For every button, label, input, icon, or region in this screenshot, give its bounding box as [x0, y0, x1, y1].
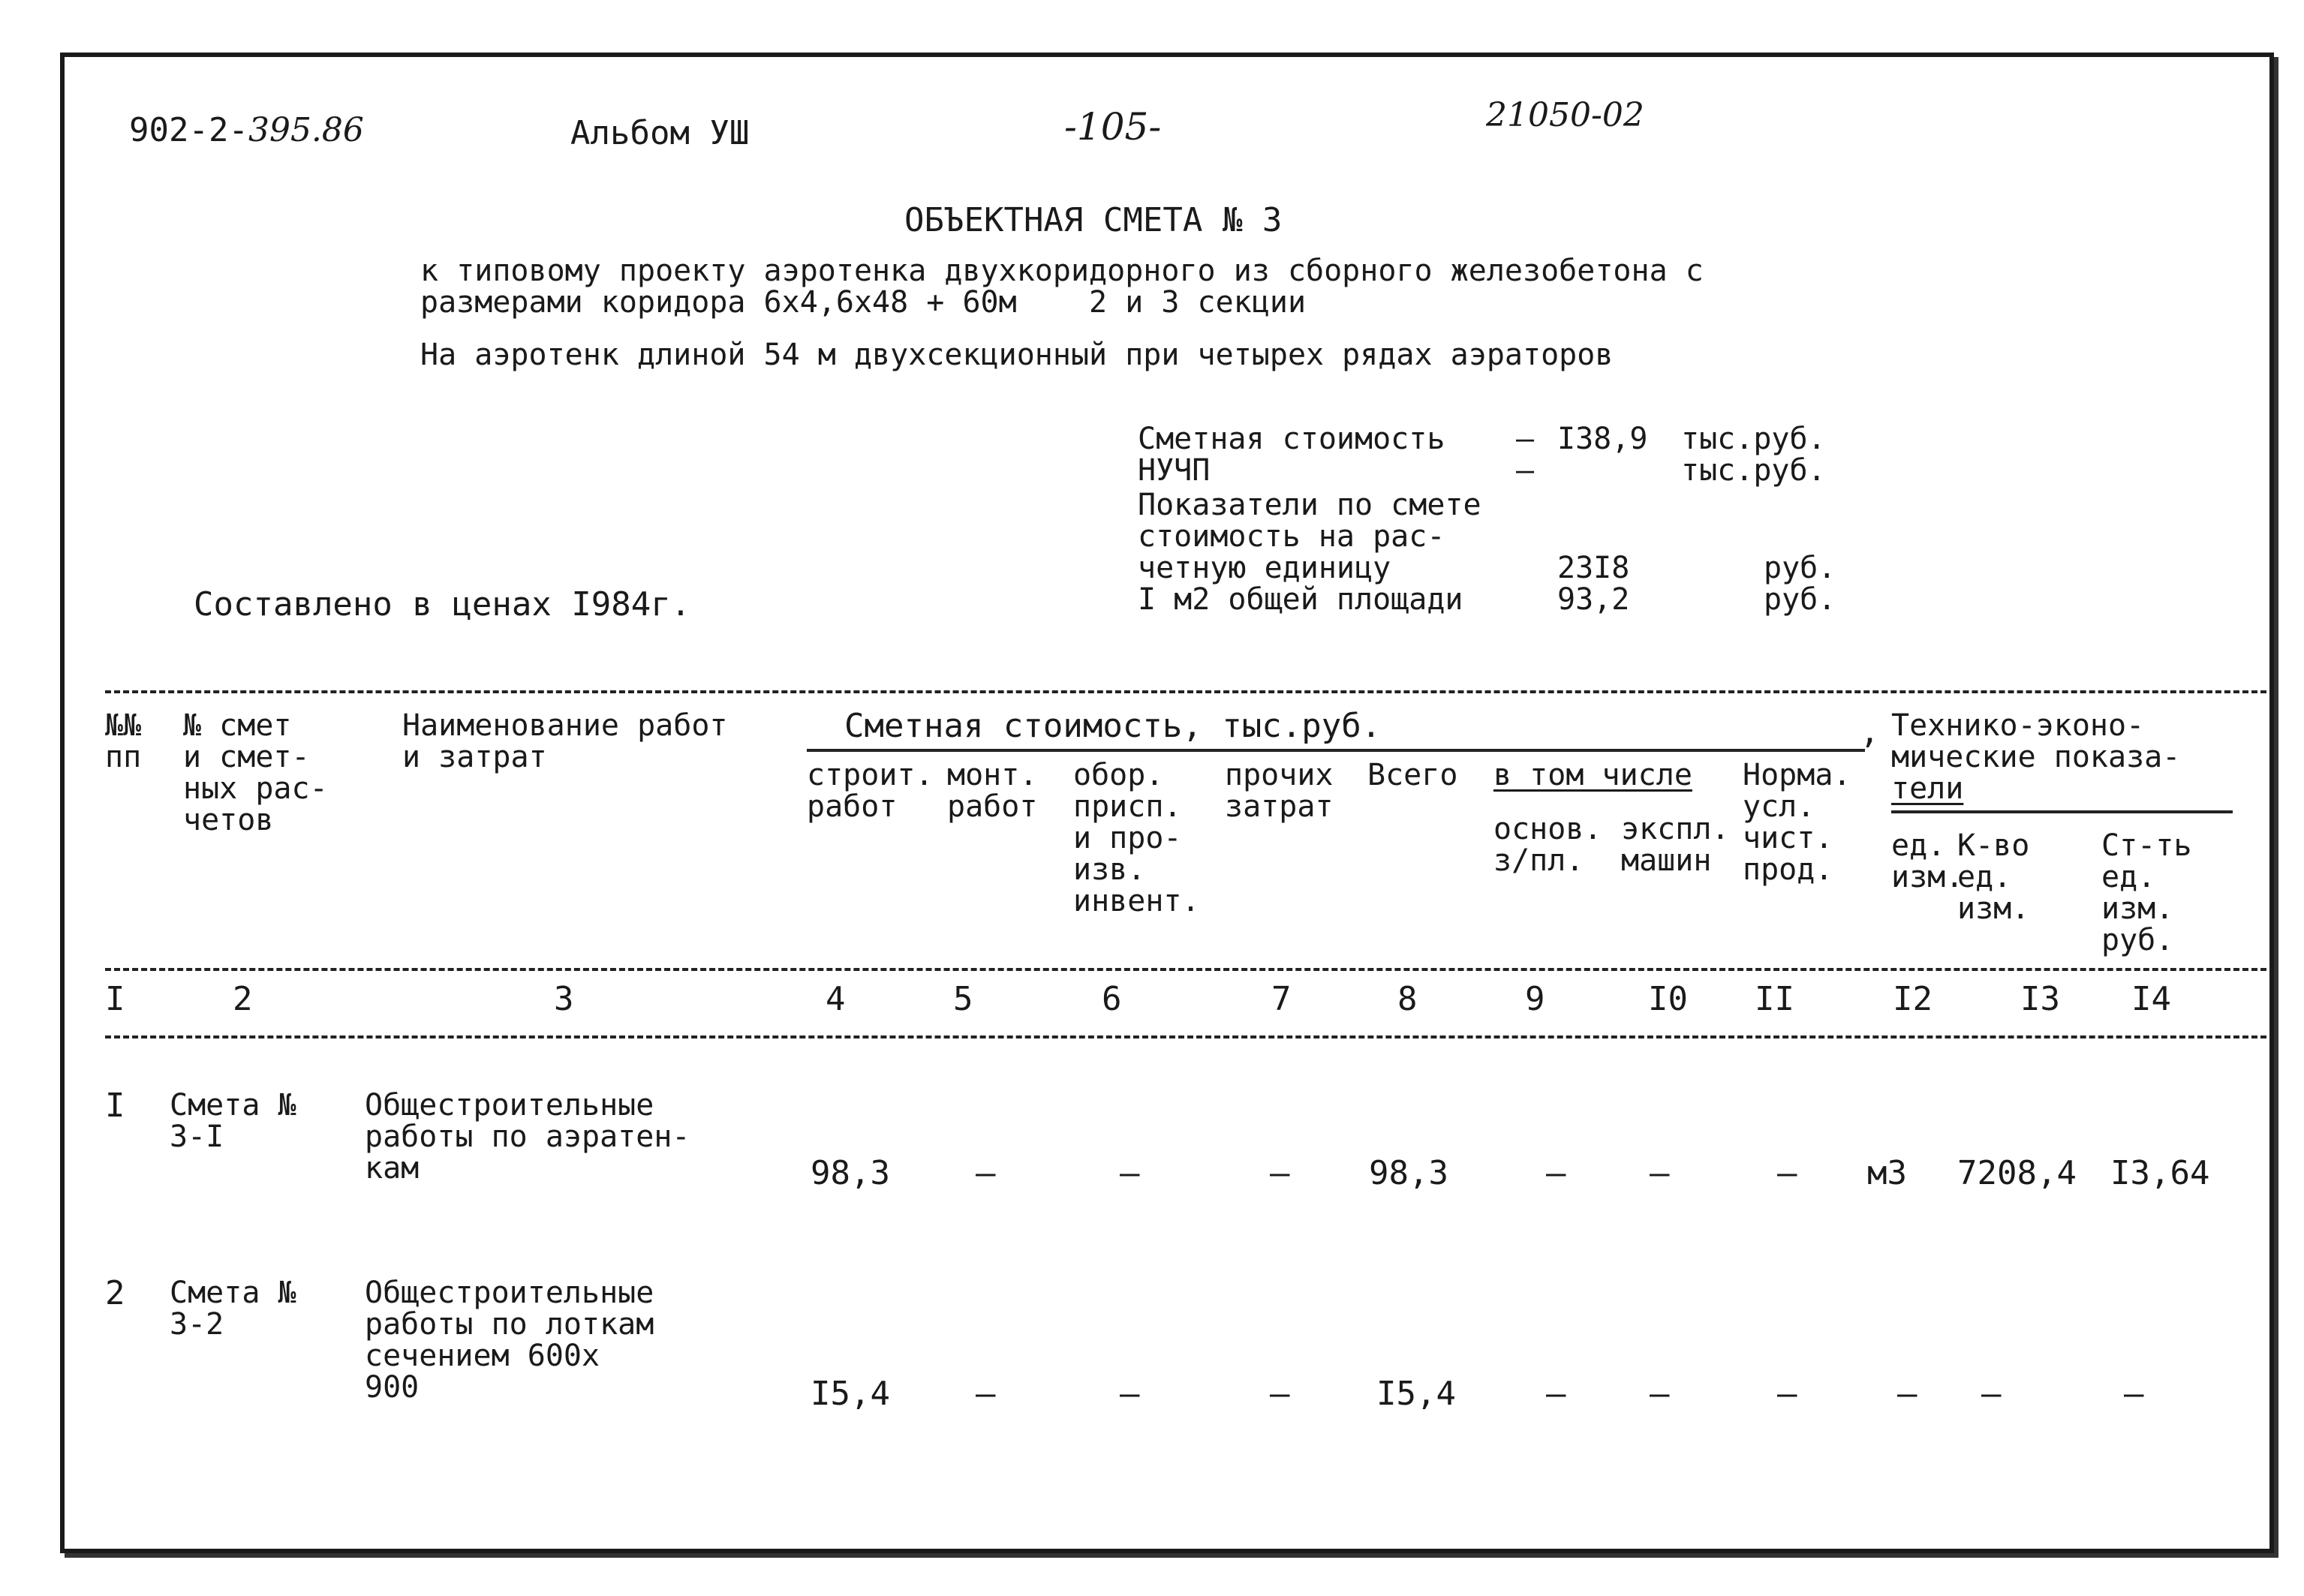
nuchp-label: НУЧП	[1138, 453, 1211, 488]
column-number: I0	[1648, 980, 1688, 1018]
cost-label: Сметная стоимость	[1138, 422, 1445, 456]
row-1-quantity: 7208,4	[1957, 1154, 2077, 1192]
row-1-unit: м3	[1867, 1154, 1907, 1192]
column-number: 8	[1397, 980, 1418, 1018]
row-1-other: –	[1270, 1154, 1290, 1192]
header-assembly-works: монт. работ	[947, 758, 1038, 824]
indicators-line-4: I м2 общей площади	[1138, 582, 1463, 617]
column-number: 3	[554, 980, 574, 1018]
row-1-name: Общестроительные работы по аэратен- кам	[365, 1088, 690, 1186]
header-total: Всего	[1367, 758, 1458, 792]
row-1-construction: 98,3	[811, 1154, 890, 1192]
row-1-total: 98,3	[1369, 1154, 1448, 1192]
row-2-name: Общестроительные работы по лоткам сечением 600х 900	[365, 1276, 654, 1405]
indicator-unit-2: руб.	[1764, 582, 1836, 617]
row-2-quantity: –	[1981, 1375, 2002, 1413]
indicator-value-2: 93,2	[1557, 582, 1630, 617]
table-top-rule	[105, 690, 2266, 693]
cost-value: I38,9	[1557, 422, 1648, 456]
header-norm-net-product: Норма. усл. чист. прод.	[1743, 758, 1851, 887]
indicator-value-1: 23I8	[1557, 551, 1630, 585]
document-number: 21050-02	[1486, 96, 1644, 134]
document-title: ОБЪЕКТНАЯ СМЕТА № 3	[904, 201, 1283, 239]
column-number: I2	[1893, 980, 1933, 1018]
indicators-label: Показатели по смете	[1138, 488, 1481, 522]
column-number: I4	[2131, 980, 2171, 1018]
header-unit-quantity: К-во ед. изм.	[1957, 828, 2030, 926]
indicator-unit-1: руб.	[1764, 551, 1836, 585]
row-1-norm: –	[1777, 1154, 1797, 1192]
header-work-name: Наименование работ и затрат	[402, 708, 728, 774]
header-estimate-number: № смет и смет- ных рас- четов	[183, 708, 328, 837]
header-equipment: обор. присп. и про- изв. инвент.	[1073, 758, 1200, 918]
header-unit-cost: Ст-ть ед. изм. руб.	[2101, 828, 2192, 957]
title-line-2: размерами коридора 6х4,6х48 + 60м 2 и 3 секции	[420, 285, 1307, 320]
row-1-number: I	[105, 1087, 125, 1125]
column-number: I3	[2020, 980, 2060, 1018]
nuchp-unit: тыс.руб.	[1681, 453, 1826, 488]
header-other-costs: прочих затрат	[1225, 758, 1334, 824]
row-2-unit: –	[1897, 1375, 1917, 1413]
indicators-line-2: стоимость на рас-	[1138, 519, 1445, 554]
row-1-assembly: –	[976, 1154, 996, 1192]
header-row-number: №№ пп	[105, 708, 142, 774]
document-code-handwritten: 395.86	[248, 111, 364, 149]
header-base-salary: основ. з/пл.	[1493, 812, 1602, 878]
row-1-base-salary: –	[1546, 1154, 1566, 1192]
header-tech-group-end: тели	[1891, 771, 1964, 806]
column-number: 9	[1525, 980, 1545, 1018]
column-number: I	[105, 980, 125, 1018]
header-tech-group: Технико-эконо- мические показа-	[1891, 708, 2181, 774]
row-1-equipment: –	[1120, 1154, 1140, 1192]
album-label: Альбом УШ	[570, 114, 750, 152]
header-construction-works: строит. работ	[807, 758, 934, 824]
row-2-assembly: –	[976, 1375, 996, 1413]
header-numbers-top-rule	[105, 968, 2266, 971]
indicators-line-3: четную единицу	[1138, 551, 1391, 585]
column-number: 6	[1102, 980, 1122, 1018]
row-2-number: 2	[105, 1274, 125, 1312]
row-2-estimate: Смета № 3-2	[170, 1276, 296, 1342]
page-number: -105-	[1064, 105, 1162, 149]
header-bottom-rule	[105, 1035, 2266, 1038]
cost-group-underline	[807, 749, 1865, 752]
prices-note: Составлено в ценах I984г.	[194, 585, 691, 624]
row-2-unit-cost: –	[2124, 1375, 2144, 1413]
column-number: 2	[233, 980, 253, 1018]
row-2-base-salary: –	[1546, 1375, 1566, 1413]
column-number: II	[1755, 980, 1794, 1018]
row-2-equipment: –	[1120, 1375, 1140, 1413]
column-number: 4	[826, 980, 846, 1018]
row-1-machines: –	[1650, 1154, 1670, 1192]
header-cost-group: Сметная стоимость, тыс.руб.	[844, 707, 1382, 745]
title-line-3: На аэротенк длиной 54 м двухсекционный при четырех рядах аэраторов	[420, 338, 1614, 372]
title-line-1: к типовому проекту аэротенка двухкоридорного из сборного железобетона с	[420, 254, 1704, 288]
row-2-other: –	[1270, 1375, 1290, 1413]
row-1-unit-cost: I3,64	[2110, 1154, 2210, 1192]
document-code-prefix: 902-2-	[129, 111, 248, 149]
column-number: 5	[953, 980, 973, 1018]
document-code	[129, 111, 364, 149]
tech-group-underline	[1891, 810, 2233, 813]
row-2-machines: –	[1650, 1375, 1670, 1413]
row-1-estimate: Смета № 3-I	[170, 1088, 296, 1154]
row-2-total: I5,4	[1376, 1375, 1456, 1413]
column-number: 7	[1271, 980, 1292, 1018]
row-2-norm: –	[1777, 1375, 1797, 1413]
cost-unit: тыс.руб.	[1681, 422, 1826, 456]
header-unit: ед. изм.	[1891, 828, 1964, 894]
cost-group-comma: ,	[1860, 713, 1880, 751]
header-including-group: в том числе	[1493, 758, 1692, 792]
header-machine-operation: экспл. машин	[1621, 812, 1730, 878]
row-2-construction: I5,4	[811, 1375, 890, 1413]
cost-dash: –	[1516, 422, 1535, 456]
nuchp-dash: –	[1516, 453, 1535, 488]
